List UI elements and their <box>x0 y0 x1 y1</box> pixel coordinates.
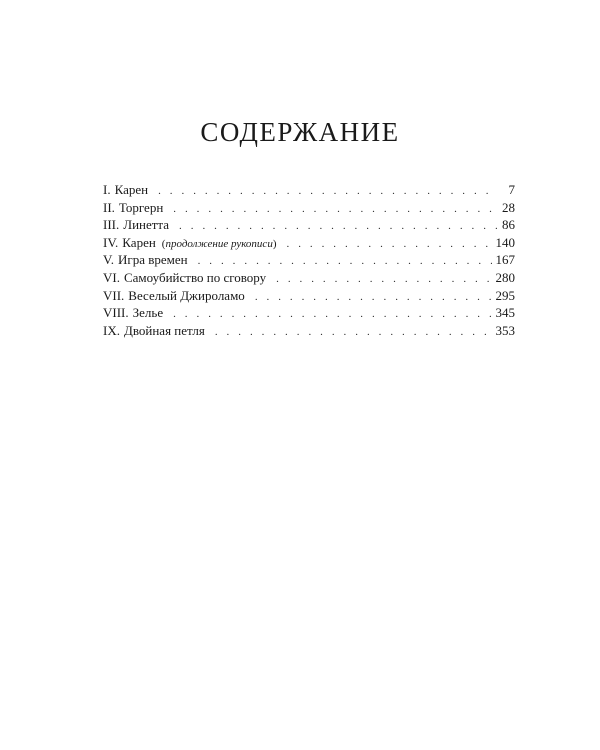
toc-entry <box>103 234 515 252</box>
toc-entry <box>103 251 515 269</box>
toc-entry <box>103 199 515 217</box>
chapter-title: Карен <box>114 182 149 197</box>
page-number: 7 <box>508 182 515 197</box>
chapter-note: (продолжение рукописи) <box>161 237 277 250</box>
chapter-note-text: продолжение рукописи <box>165 237 273 250</box>
chapter-number: VIII. <box>103 305 129 321</box>
toc-entry <box>103 304 515 322</box>
dot-leader <box>287 236 492 254</box>
dot-leader <box>173 201 497 219</box>
dot-leader <box>158 183 497 201</box>
chapter-number: I. <box>103 182 111 197</box>
toc-entry <box>103 269 515 287</box>
chapter-title: Зелье <box>132 305 164 321</box>
dot-leader <box>179 218 497 236</box>
page-number: 280 <box>495 269 515 285</box>
dot-leader <box>276 271 491 289</box>
chapter-number: II. <box>103 199 115 215</box>
page-number: 86 <box>502 217 515 233</box>
page-number: 353 <box>495 322 515 338</box>
page-number: 28 <box>502 199 515 215</box>
dot-leader <box>255 289 492 307</box>
chapter-number: III. <box>103 217 120 233</box>
chapter-number: VI. <box>103 269 120 285</box>
page-number: 140 <box>495 234 515 250</box>
toc-entry <box>103 287 515 305</box>
chapter-title: Линетта <box>123 217 170 233</box>
chapter-title: Торгерн <box>118 199 164 215</box>
page-title: СОДЕРЖАНИЕ <box>200 117 400 147</box>
table-of-contents <box>103 181 515 339</box>
dot-leader <box>215 324 492 342</box>
chapter-title: Игра времен <box>117 252 188 268</box>
chapter-number: V. <box>103 252 114 268</box>
page-number: 167 <box>495 252 515 268</box>
toc-entry <box>103 216 515 234</box>
chapter-title: Карен <box>122 234 156 250</box>
dot-leader <box>173 306 491 324</box>
chapter-number: IV. <box>103 234 119 250</box>
chapter-title: Самоубийство по сговору <box>123 269 267 285</box>
page-number: 295 <box>495 287 515 303</box>
page-number: 345 <box>495 305 515 321</box>
chapter-title: Двойная петля <box>123 322 205 338</box>
chapter-title: Веселый Джироламо <box>128 287 245 303</box>
chapter-number: IX. <box>103 322 120 338</box>
toc-entry <box>103 322 515 340</box>
toc-entry <box>103 181 515 199</box>
chapter-number: VII. <box>103 287 125 303</box>
